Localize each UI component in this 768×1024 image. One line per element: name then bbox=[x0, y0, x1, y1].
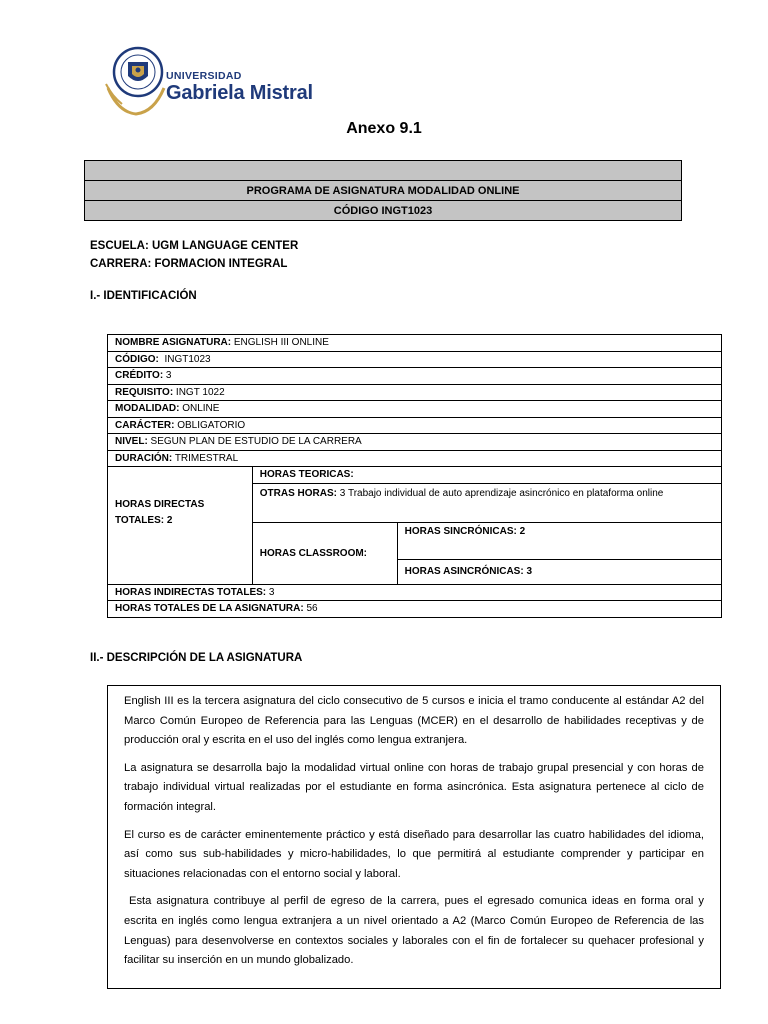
indirect-hours-value: 3 bbox=[266, 586, 275, 598]
table-row bbox=[108, 467, 722, 484]
row-label: NOMBRE ASIGNATURA: bbox=[115, 337, 232, 349]
row-value: SEGUN PLAN DE ESTUDIO DE LA CARRERA bbox=[147, 436, 362, 448]
total-hours-value: 56 bbox=[303, 603, 318, 615]
row-label: CRÉDITO: bbox=[115, 370, 164, 382]
logo-line-name: Gabriela Mistral bbox=[166, 82, 313, 104]
logo-line-universidad: UNIVERSIDAD bbox=[166, 70, 242, 82]
school-line: ESCUELA: UGM LANGUAGE CENTER bbox=[90, 240, 299, 252]
indirect-hours-label: HORAS INDIRECTAS TOTALES: bbox=[115, 586, 267, 598]
table-row bbox=[108, 335, 722, 352]
career-line: CARRERA: FORMACION INTEGRAL bbox=[90, 258, 288, 270]
school-career-block bbox=[90, 237, 298, 273]
row-value: TRIMESTRAL bbox=[172, 452, 239, 464]
other-hours-value: 3 Trabajo individual de auto aprendizaje asincrónico en plataforma online bbox=[337, 487, 664, 499]
direct-hours-cell: HORAS DIRECTAS TOTALES: 2 bbox=[108, 467, 253, 585]
other-hours-cell bbox=[252, 483, 721, 522]
row-value: ONLINE bbox=[179, 403, 220, 415]
row-value: OBLIGATORIO bbox=[174, 419, 246, 431]
program-header-table bbox=[84, 160, 682, 221]
description-paragraph: La asignatura se desarrolla bajo la modalidad virtual online con horas de trabajo grupal presencial y con horas de trabajo individual virtual realizadas por el estudiante en forma asincrónica. Esta asignatura pertenece al ciclo de formación integral. bbox=[124, 761, 704, 813]
row-value: INGT1023 bbox=[158, 353, 211, 365]
table-row bbox=[108, 601, 722, 618]
row-label: NIVEL: bbox=[115, 436, 148, 448]
total-hours-label: HORAS TOTALES DE LA ASIGNATURA: bbox=[115, 603, 304, 615]
university-logo bbox=[104, 44, 324, 116]
row-value: ENGLISH III ONLINE bbox=[231, 337, 329, 349]
row-label: MODALIDAD: bbox=[115, 403, 180, 415]
program-code: CÓDIGO INGT1023 bbox=[85, 201, 682, 221]
theory-hours-cell: HORAS TEORICAS: bbox=[252, 467, 721, 484]
other-hours-label: OTRAS HORAS: bbox=[259, 487, 338, 499]
table-row bbox=[108, 417, 722, 434]
header-blank-row bbox=[85, 161, 682, 181]
section-description-title: II.- DESCRIPCIÓN DE LA ASIGNATURA bbox=[90, 652, 303, 664]
row-label: CÓDIGO: bbox=[115, 353, 159, 365]
description-paragraph: Esta asignatura contribuye al perfil de egreso de la carrera, pues el egresado comunica ideas en forma oral y escrita en inglés como lengua extranjera a un nivel orientado a A2 (Marco Común Europeo de Referencia de las Lenguas) para desenvolverse en contextos sociales y laborales con el fin de fortalecer su quehacer profesional y facilitar su inserción en un mundo globalizado. bbox=[124, 895, 708, 967]
classroom-hours-cell: HORAS CLASSROOM: bbox=[252, 522, 397, 584]
table-row bbox=[108, 450, 722, 467]
table-row bbox=[108, 401, 722, 418]
description-paragraph: El curso es de carácter eminentemente práctico y está diseñado para desarrollar las cuatro habilidades del idioma, así como sus sub-habilidades y micro-habilidades, lo que permitirá al estudiante comprender y participar en situaciones relacionadas con el entorno social y laboral. bbox=[124, 828, 704, 880]
row-value: 3 bbox=[163, 370, 172, 382]
description-paragraph: English III es la tercera asignatura del ciclo consecutivo de 5 cursos e inicia el tramo conducente al estándar A2 del Marco Común Europeo de Referencia para las Lenguas (MCER) en el desarrollo de habilidades receptivas y de producción oral y escrita en el uso del inglés como lengua extranjera. bbox=[124, 695, 704, 747]
table-row bbox=[108, 384, 722, 401]
description-box bbox=[107, 685, 721, 989]
row-value: INGT 1022 bbox=[173, 386, 225, 398]
async-hours-cell: HORAS ASINCRÓNICAS: 3 bbox=[397, 559, 721, 584]
university-crest-icon bbox=[104, 44, 168, 116]
sync-hours-cell: HORAS SINCRÓNICAS: 2 bbox=[397, 522, 721, 559]
annex-title: Anexo 9.1 bbox=[346, 120, 422, 137]
table-row bbox=[108, 434, 722, 451]
row-label: DURACIÓN: bbox=[115, 452, 173, 464]
section-identification-title: I.- IDENTIFICACIÓN bbox=[90, 290, 197, 302]
table-row bbox=[108, 584, 722, 601]
identification-table bbox=[107, 334, 722, 618]
row-label: REQUISITO: bbox=[115, 386, 174, 398]
program-title: PROGRAMA DE ASIGNATURA MODALIDAD ONLINE bbox=[85, 181, 682, 201]
row-label: CARÁCTER: bbox=[115, 419, 175, 431]
table-row bbox=[108, 351, 722, 368]
table-row bbox=[108, 368, 722, 385]
